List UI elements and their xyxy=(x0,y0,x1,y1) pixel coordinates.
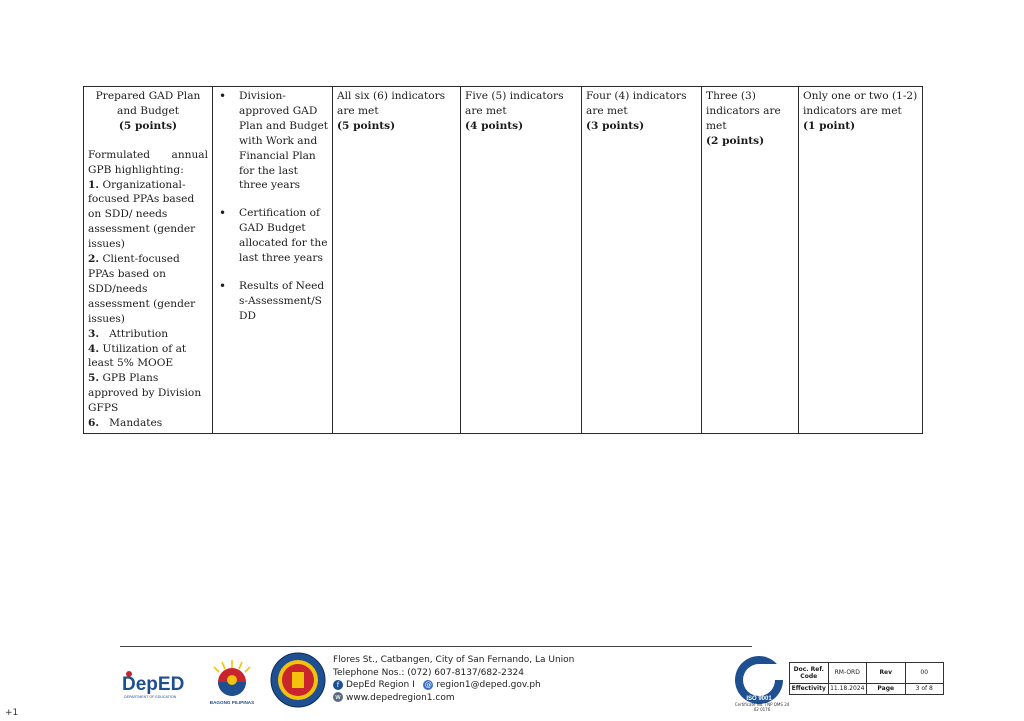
level-points: (4 points) xyxy=(465,119,524,132)
deped-logo xyxy=(120,666,190,700)
evidence-item: • Certification of GAD Budget allocated for the last three years xyxy=(217,206,328,266)
rev-label: Rev xyxy=(867,663,906,684)
criterion-cell xyxy=(84,87,213,434)
page-edge-mark: +1 xyxy=(5,708,19,718)
page-label: Page xyxy=(867,683,906,694)
evidence-cell xyxy=(213,87,333,434)
level-text: Five (5) indicators are met xyxy=(465,90,564,117)
criterion-desc-line1: Formulated annual xyxy=(88,148,208,161)
footer-divider xyxy=(120,646,752,647)
criterion-title-line1: Prepared GAD Plan xyxy=(95,90,201,102)
doc-ref-label: Doc. Ref. Code xyxy=(790,663,829,684)
list-item: 3. Attribution xyxy=(88,327,169,340)
evidence-item: • Division-approved GAD Plan and Budget with Work and Financial Plan for the last three years xyxy=(217,89,328,193)
table-row xyxy=(84,87,923,434)
svg-text:DEPARTMENT OF EDUCATION: DEPARTMENT OF EDUCATION xyxy=(124,695,177,699)
effectivity-value: 11.18.2024 xyxy=(828,683,867,694)
rubric-table xyxy=(83,86,923,434)
level-points: (1 point) xyxy=(803,119,856,132)
globe-icon: w xyxy=(333,692,343,702)
svg-text:DepED: DepED xyxy=(122,674,185,695)
deped-seal xyxy=(270,652,326,708)
list-item: 6. Mandates xyxy=(88,417,163,430)
level-cell-2 xyxy=(702,87,799,434)
level-cell-4 xyxy=(461,87,582,434)
website-link[interactable]: www.depedregion1.com xyxy=(346,692,455,703)
page-value: 3 of 8 xyxy=(905,683,944,694)
svg-text:ISO 9001: ISO 9001 xyxy=(746,696,772,702)
email-link[interactable]: region1@deped.gov.ph xyxy=(436,680,541,690)
facebook-icon: f xyxy=(333,680,343,690)
iso-certificate-number: Certificate No. TNP QMS 24 02 0176 xyxy=(734,702,790,712)
email-icon: @ xyxy=(424,680,432,689)
level-points: (2 points) xyxy=(706,134,765,147)
criterion-points: (5 points) xyxy=(118,119,178,132)
level-text: Three (3) indicators are met xyxy=(706,90,781,132)
list-item: 4. Utilization of at least 5% MOOE xyxy=(88,342,187,370)
iso-certification-logo xyxy=(733,654,785,706)
list-item: 5. GPB Plans approved by Division GFPS xyxy=(88,372,202,415)
level-cell-3 xyxy=(582,87,702,434)
facebook-link[interactable]: DepEd Region I xyxy=(346,680,415,690)
level-cell-1 xyxy=(799,87,923,434)
evidence-item: • Results of Needs-Assessment/SDD xyxy=(217,279,328,324)
list-item: 1. Organizational-focused PPAs based on SDD/ needs assessment (gender issues) xyxy=(88,178,196,251)
telephone: Telephone Nos.: (072) 607-8137/682-2324 xyxy=(333,667,525,678)
footer-contact xyxy=(333,654,574,704)
document-reference-table xyxy=(789,662,944,695)
level-points: (5 points) xyxy=(337,119,396,132)
level-text: Four (4) indicators are met xyxy=(586,90,687,117)
doc-ref-value: RM-ORD xyxy=(828,663,867,684)
criterion-title-line2: and Budget xyxy=(117,104,179,117)
level-text: Only one or two (1-2) indicators are met xyxy=(803,90,918,117)
address: Flores St., Catbangen, City of San Fernando, La Union xyxy=(333,655,575,665)
rev-value: 00 xyxy=(905,663,944,684)
bagong-pilipinas-logo xyxy=(204,656,260,706)
level-text: All six (6) indicators are met xyxy=(337,90,446,117)
criterion-desc-line2: GPB highlighting: xyxy=(88,163,184,176)
level-points: (3 points) xyxy=(586,119,645,132)
svg-text:BAGONG PILIPINAS: BAGONG PILIPINAS xyxy=(209,700,255,705)
level-cell-5 xyxy=(333,87,461,434)
list-item: 2. Client-focused PPAs based on SDD/needs assessment (gender issues) xyxy=(88,253,196,325)
effectivity-label: Effectivity xyxy=(790,683,829,694)
